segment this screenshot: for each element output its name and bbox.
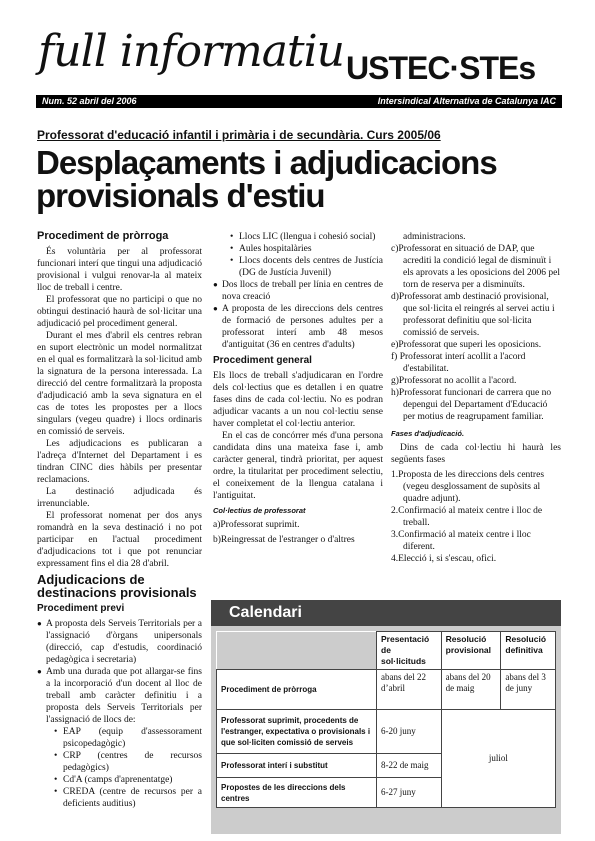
column-2 (213, 231, 383, 546)
list-item: d)Professorat amb destinació provisional, que sol·licita el reingrés al servei actiu i professorat definitiu que sol·licita comissió de serveis. (391, 292, 555, 338)
column-header: Resolució definitiva (501, 632, 556, 670)
row-label: Procediment de pròrroga (217, 670, 377, 710)
paragraph: administracions. (403, 232, 466, 242)
article-kicker: Professorat d'educació infantil i primària i de secundària. Curs 2005/06 (37, 128, 441, 142)
table-cell: 6-27 juny (377, 778, 442, 808)
calendar-title: Calendari (211, 600, 561, 626)
list-item: h)Professorat funcionari de carrera que no depengui del Departament d'Educació per motius de reagrupament familiar. (391, 388, 552, 422)
mini-heading: Col·lectius de professorat (213, 506, 306, 515)
column-header: Resolució provisional (441, 632, 501, 670)
table-cell: 8-22 de maig (377, 754, 442, 778)
mini-heading: Fases d'adjudicació. (391, 429, 465, 438)
calendar-box (211, 600, 561, 834)
paragraph: Els llocs de treball s'adjudicaran en l'ordre dels col·lectius que es detallen i en quatre fases dins de cada col·lectiu. No es podran adjudicar vacants a un nou col·lectiu sense haver completat el col·lectiu anterior. (213, 371, 383, 429)
list-item: 1.Proposta de les direccions dels centres (vegeu desglossament de supòsits al quadre adjunt). (391, 470, 545, 504)
column-header: Presentació de sol·licituds (377, 632, 442, 670)
paragraph: La destinació adjudicada és irrenunciable. (37, 487, 202, 509)
table-row (217, 710, 556, 754)
list-item: • EAP (equip d'assessorament psicopedagògic) (37, 726, 202, 750)
paragraph: Les adjudicacions es publicaran a l'adreça d'Internet del Departament i es tindran CINC dies hàbils per presentar reclamacions. (37, 439, 202, 485)
list-item: g)Professorat no acollit a l'acord. (391, 376, 517, 386)
table-header-row (217, 632, 556, 670)
subheading: Procediment previ (37, 603, 125, 614)
calendar-body (211, 626, 561, 834)
paragraph: És voluntària per al professorat funcionari interí que tingui una adjudicació provisional i vulgui renovar-la al mateix lloc de treball i centre. (37, 247, 202, 293)
list-item: • Aules hospitalàries (213, 243, 383, 255)
paragraph: Dins de cada col·lectiu hi haurà les següents fases (391, 443, 561, 465)
subheading: Procediment de pròrroga (37, 230, 169, 242)
list-item: 3.Confirmació al mateix centre i lloc diferent. (391, 530, 531, 552)
list-item: b)Reingressat de l'estranger o d'altres (213, 535, 355, 545)
list-item: 2.Confirmació al mateix centre i lloc de treball. (391, 506, 543, 528)
organization-name: Intersindical Alternativa de Catalunya IAC (377, 96, 556, 106)
table-cell: abans del 3 de juny (501, 670, 556, 710)
subheading: Procediment general (213, 355, 312, 366)
list-item: • CREDA (centre de recursos per a deficients auditius) (37, 786, 202, 810)
row-label: Professorat suprimit, procedents de l'estranger, expectativa o provisionals i que sol·liciten comissió de serveis (217, 710, 377, 754)
table-corner (217, 632, 377, 670)
paragraph: El professorat nomenat per dos anys romandrà en la seva destinació i no pot participar en l'actual procediment d'adjudicacions tot i que pot renunciar expressament fins el dia 28 d'abril. (37, 511, 202, 569)
row-label: Propostes de les direccions dels centres (217, 778, 377, 808)
list-item: f) Professorat interí acollit a l'acord d'estabilitat. (391, 352, 526, 374)
merged-cell: juliol (441, 710, 555, 808)
list-item: • Llocs docents dels centres de Justícia (DG de Justícia Juvenil) (213, 255, 383, 279)
paragraph: Durant el mes d'abril els centres rebran en suport electrònic un model normalitzat en el qual es formalitzarà la sol·licitud amb la signatura de la persona interessada. La direcció del centre formalitzarà la proposta d'adjudicació amb la seva signatura en el cas de totes les propostes per a llocs singulars (vegeu quadre) i llocs ordinaris en comissió de serveis. (37, 331, 202, 437)
section-heading: Adjudicacions de destinacions provisionals (37, 572, 197, 600)
paragraph: En el cas de concórrer més d'una persona candidata dins una mateixa fase i, amb caràcter general, tindrà prioritat, per aquest ordre, la titularitat per procediment selectiu, el coneixement de la llengua catalana i l'antiguitat. (213, 431, 383, 501)
newsletter-title: full informatiu (38, 26, 345, 77)
list-item: ● Amb una durada que pot allargar-se fins a la incorporació d'un docent al lloc de treball amb caràcter definitiu i a proposta dels Serveis Territorials per l'assignació de llocs de: (37, 666, 202, 726)
list-item: • Cd'A (camps d'aprenentatge) (37, 774, 202, 786)
column-3 (391, 231, 561, 565)
calendar-table (216, 631, 556, 808)
list-item: ● A proposta dels Serveis Territorials per a l'assignació d'òrgans unipersonals (direcció, cap d'estudis, coordinació pedagògica i secretaria) (37, 618, 202, 666)
issue-bar (36, 95, 562, 108)
list-item: ● Dos llocs de treball per línia en centres de nova creació (213, 279, 383, 303)
list-item: 4.Elecció i, si s'escau, ofici. (391, 554, 497, 564)
list-item: ● A proposta de les direccions dels centres de formació de persones adultes per a professorat interí amb 48 mesos d'antiguitat (36 en centres d'adults) (213, 303, 383, 351)
union-logo: USTEC·STEs (346, 50, 536, 86)
list-item: e)Professorat que superi les oposicions. (391, 340, 542, 350)
table-cell: abans del 22 d’abril (377, 670, 442, 710)
table-cell: abans del 20 de maig (441, 670, 501, 710)
issue-number: Num. 52 abril del 2006 (42, 96, 137, 106)
table-cell: 6-20 juny (377, 710, 442, 754)
list-item: • Llocs LIC (llengua i cohesió social) (213, 231, 383, 243)
table-row (217, 670, 556, 710)
column-1 (37, 230, 202, 810)
paragraph: El professorat que no participi o que no obtingui destinació haurà de sol·licitar una adjudicació pel procediment general. (37, 295, 202, 329)
list-item: a)Professorat suprimit. (213, 520, 300, 530)
article-headline: Desplaçaments i adjudicacions provisionals d'estiu (36, 144, 497, 214)
row-label: Professorat interí i substitut (217, 754, 377, 778)
list-item: • CRP (centres de recursos pedagògics) (37, 750, 202, 774)
list-item: c)Professorat en situació de DAP, que acrediti la condició legal de disminuït i els aprovats a les oposicions del 2006 pel torn de reserva per a disminuïts. (391, 244, 560, 290)
